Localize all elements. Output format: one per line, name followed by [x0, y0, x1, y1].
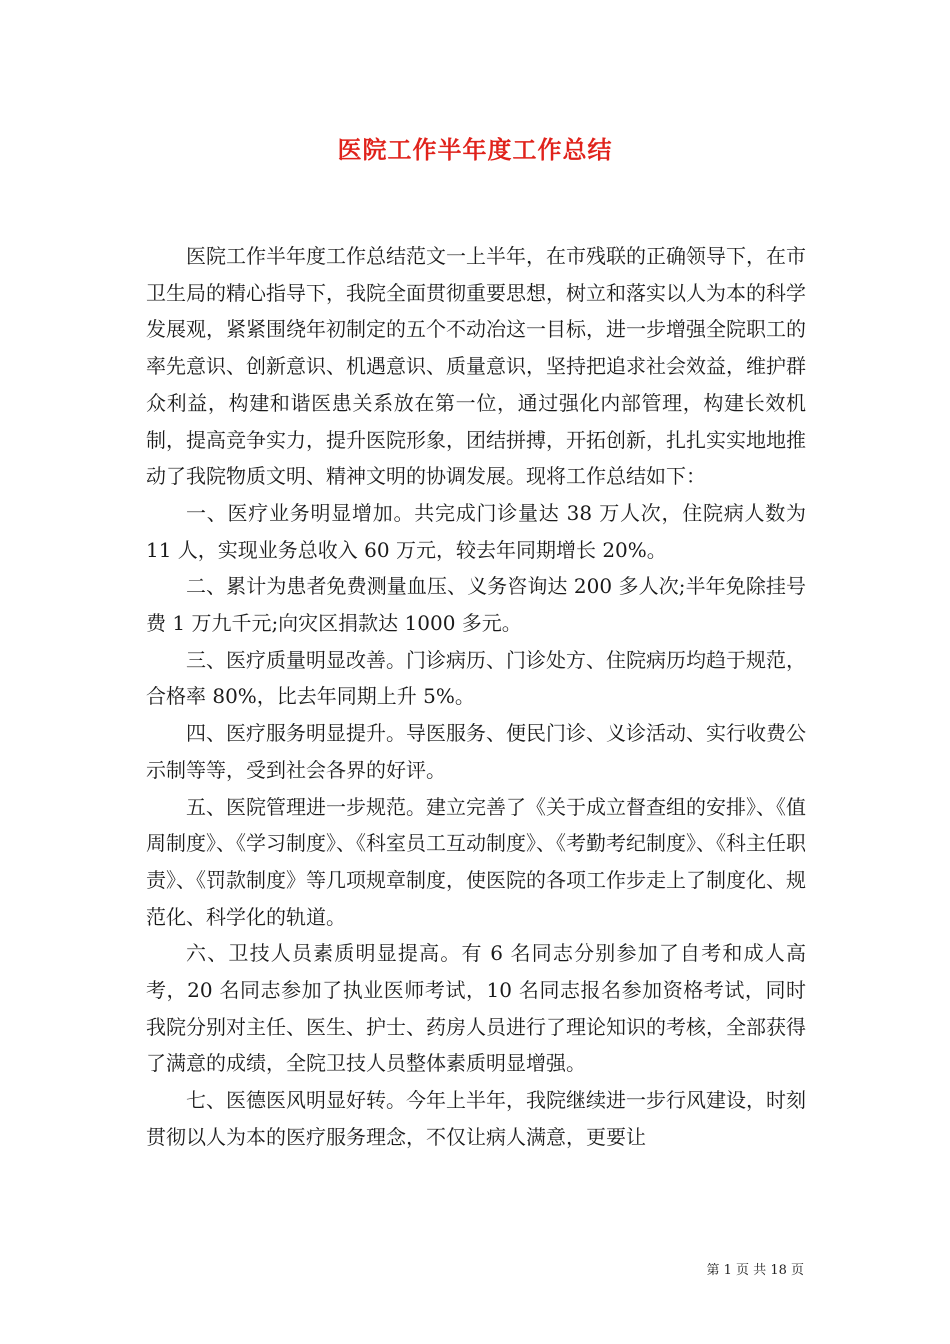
paragraph-item-2: 二、累计为患者免费测量血压、义务咨询达 200 多人次;半年免除挂号费 1 万九千元;向灾区捐款达 1000 多元。: [146, 574, 806, 636]
paragraph-intro: 医院工作半年度工作总结范文一上半年，在市残联的正确领导下，在市卫生局的精心指导下，我院全面贯彻重要思想，树立和落实以人为本的科学发展观，紧紧围绕年初制定的五个不动冶这一目标，进一步增强全院职工的率先意识、创新意识、机遇意识、质量意识，坚持把追求社会效益，维护群众利益，构建和谐医患关系放在第一位，通过强化内部管理，构建长效机制，提高竞争实力，提升医院形象，团结拼搏，开拓创新，扎扎实实地地推动了我院物质文明、精神文明的协调发展。现将工作总结如下：: [146, 244, 806, 489]
page-number-footer: 第 1 页 共 18 页: [706, 1263, 804, 1278]
paragraph-item-6: 六、卫技人员素质明显提高。有 6 名同志分别参加了自考和成人高考，20 名同志参加了执业医师考试，10 名同志报名参加资格考试，同时我院分别对主任、医生、护士、药房人员进行了理论知识的考核，全部获得了满意的成绩，全院卫技人员整体素质明显增强。: [146, 941, 806, 1076]
paragraph-item-5: 五、医院管理进一步规范。建立完善了《关于成立督查组的安排》、《值周制度》、《学习制度》、《科室员工互动制度》、《考勤考纪制度》、《科主任职责》、《罚款制度》等几项规章制度，使医院的各项工作步走上了制度化、规范化、科学化的轨道。: [146, 794, 806, 929]
paragraph-item-7: 七、医德医风明显好转。今年上半年，我院继续进一步行风建设，时刻贯彻以人为本的医疗服务理念，不仅让病人满意，更要让: [146, 1088, 806, 1149]
document-title: 医院工作半年度工作总结: [337, 135, 613, 164]
paragraph-item-3: 三、医疗质量明显改善。门诊病历、门诊处方、住院病历均趋于规范，合格率 80%，比去年同期上升 5%。: [146, 647, 806, 709]
paragraph-item-1: 一、医疗业务明显增加。共完成门诊量达 38 万人次，住院病人数为 11 人，实现业务总收入 60 万元，较去年同期增长 20%。: [146, 500, 806, 562]
paragraph-item-4: 四、医疗服务明显提升。导医服务、便民门诊、义诊活动、实行收费公示制等等，受到社会各界的好评。: [146, 721, 806, 782]
document-body: [146, 238, 806, 1156]
